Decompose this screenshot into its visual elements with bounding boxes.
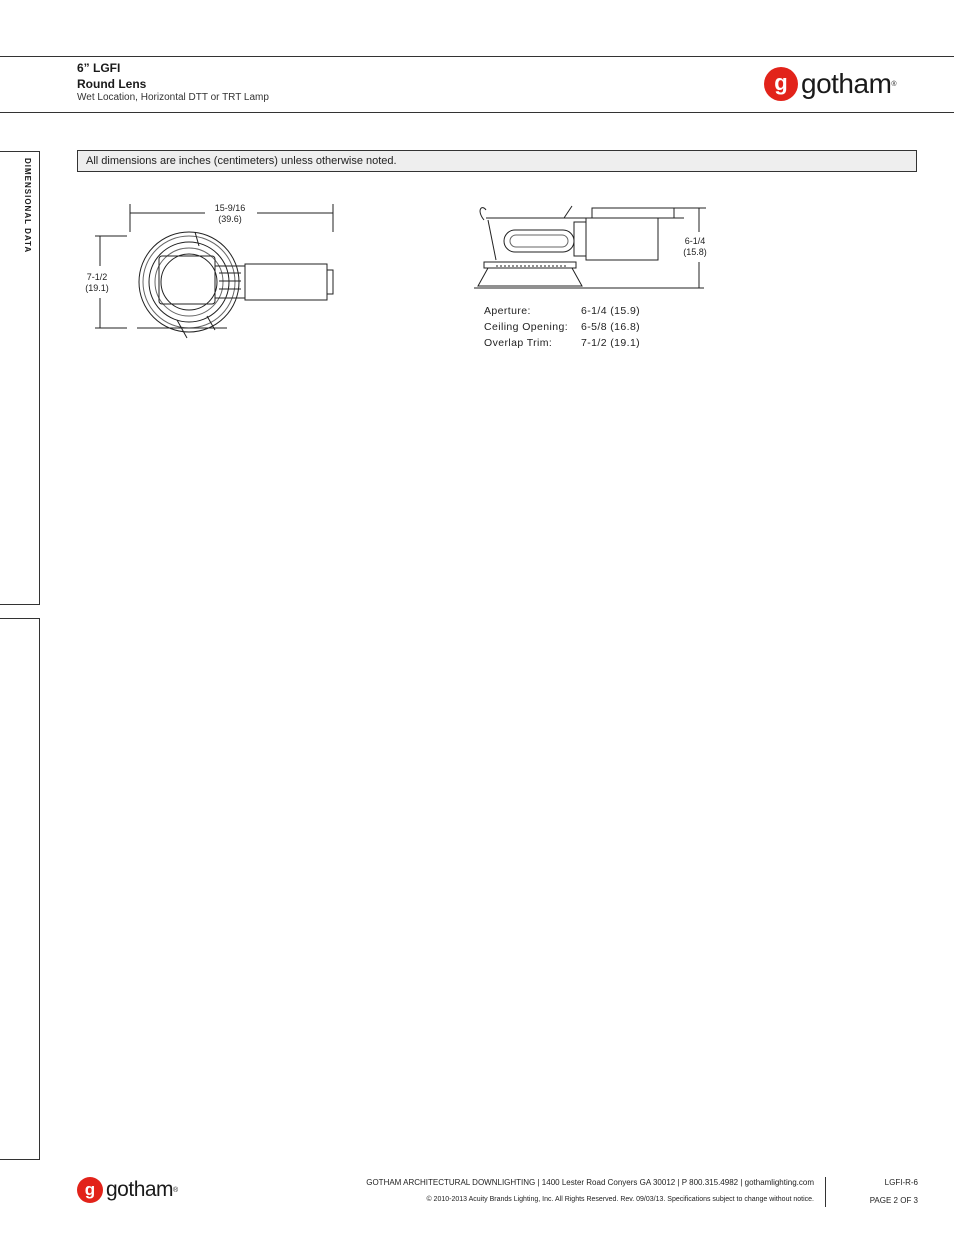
spec-value: 6-5/8 (16.8) [581, 321, 641, 333]
plan-width-label: 15-9/16 [214, 203, 246, 213]
product-subtitle: Round Lens [77, 77, 147, 91]
footer-page-number: PAGE 2 OF 3 [869, 1196, 918, 1205]
spec-row-overlap-trim [484, 335, 640, 351]
footer-logo-wordmark: gotham [106, 1178, 174, 1201]
spec-value: 7-1/2 (19.1) [581, 337, 641, 349]
side-height-metric: (15.8) [683, 247, 707, 257]
footer-logo [77, 1175, 178, 1205]
footer-copyright-line: © 2010-2013 Acuity Brands Lighting, Inc. All Rights Reserved. Rev. 09/03/13. Specifications subject to change without notice. [426, 1196, 814, 1203]
spec-row-ceiling-opening [484, 319, 640, 335]
svg-text:g: g [84, 1180, 96, 1199]
spec-row-aperture [484, 303, 640, 319]
plan-height-metric: (19.1) [85, 283, 109, 293]
spec-value: 6-1/4 (15.9) [581, 305, 641, 317]
plan-height-dimension [77, 272, 117, 294]
footer-registered-mark: ® [173, 1186, 179, 1194]
product-title: 6” LGFI [77, 61, 121, 75]
footer-company-line: GOTHAM ARCHITECTURAL DOWNLIGHTING | 1400 Lester Road Conyers GA 30012 | P 800.315.4982 | gothamlighting.com [366, 1178, 814, 1187]
side-height-label: 6-1/4 [684, 236, 706, 246]
svg-text:g: g [774, 70, 788, 95]
header-logo [764, 66, 897, 102]
plan-width-metric: (39.6) [218, 214, 242, 224]
plan-width-dimension [201, 203, 259, 225]
logo-wordmark: gotham [801, 68, 892, 99]
registered-mark: ® [891, 80, 897, 88]
side-tab-dimensional [0, 151, 40, 605]
header-top-rule [0, 56, 954, 57]
spec-label: Overlap Trim: [484, 337, 553, 349]
gotham-g-logo-icon [764, 67, 798, 101]
spec-label: Aperture: [484, 305, 531, 317]
gotham-g-logo-icon [77, 1177, 103, 1203]
spec-label: Ceiling Opening: [484, 321, 569, 333]
plan-view-drawing [77, 196, 357, 346]
side-tab-label: DIMENSIONAL DATA [23, 158, 32, 254]
dimension-specs-table [484, 303, 640, 351]
plan-height-label: 7-1/2 [86, 272, 108, 282]
header-bottom-rule [0, 112, 954, 113]
units-notice: All dimensions are inches (centimeters) unless otherwise noted. [77, 150, 917, 172]
side-height-dimension [674, 236, 716, 258]
side-view-drawing [474, 200, 714, 295]
footer-divider [825, 1177, 826, 1207]
header-title-block [77, 60, 269, 103]
side-tab-blank [0, 618, 40, 1160]
footer-doc-code: LGFI-R-6 [884, 1178, 918, 1187]
product-description: Wet Location, Horizontal DTT or TRT Lamp [77, 92, 269, 103]
